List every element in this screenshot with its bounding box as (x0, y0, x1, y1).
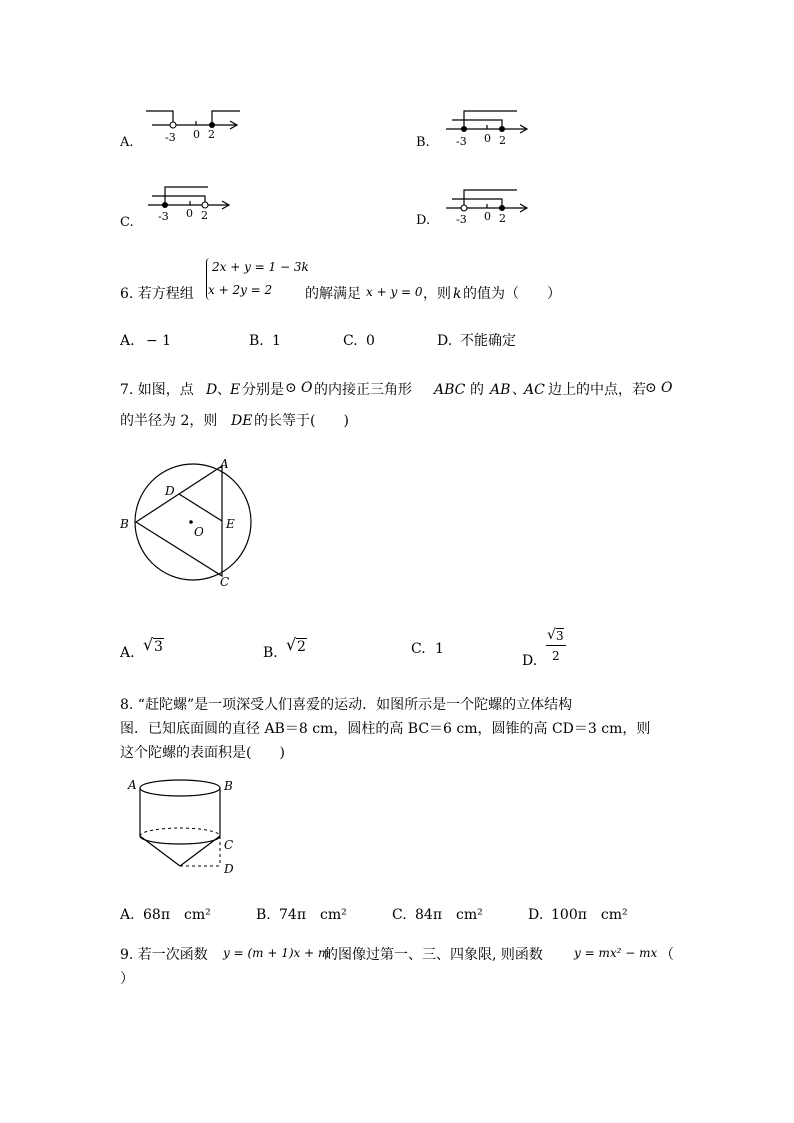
q8-option-a: 68π cm² (143, 907, 211, 923)
q6-condition: x + y = 0 (366, 285, 423, 299)
q7-option-a: 3 (154, 639, 163, 655)
tick-label: 2 (208, 128, 215, 141)
q7-line1-c: 的内接正三角形 (314, 382, 412, 398)
tick-label: 0 (186, 207, 193, 220)
fig-label-C: C (224, 838, 234, 852)
q7-option-c: 1 (435, 641, 444, 657)
q6-option-a: − 1 (146, 333, 172, 349)
q6-option-b-label: B. (249, 333, 264, 349)
q7-option-d-num: 3 (556, 629, 564, 643)
tick-label: 0 (484, 210, 491, 223)
q7-option-b: 2 (297, 639, 306, 655)
q8-option-d: 100π cm² (551, 907, 628, 923)
q6-eq2: x + 2y = 2 (208, 283, 273, 297)
tick-label: 0 (193, 128, 200, 141)
tick-label: 2 (499, 134, 506, 147)
circle-dot-symbol: ⊙ (645, 380, 657, 396)
q7-line1-d: 的 (470, 382, 484, 398)
q8-option-a-label: A. (120, 907, 135, 923)
fig-label-A: A (128, 778, 137, 792)
q6-option-a-label: A. (120, 333, 135, 349)
fraction-bar (546, 645, 566, 646)
q6-option-d: 不能确定 (460, 333, 516, 349)
spinning-top-figure (125, 770, 240, 880)
q7-line1-a: 7. 如图，点 (120, 382, 194, 398)
option-label: D. (416, 213, 431, 228)
q7-sep2: 、 (512, 382, 526, 398)
q7-ABC: ABC (434, 382, 466, 398)
q9-paren-close: ） (120, 971, 134, 987)
q9-prefix: 9. 若一次函数 (120, 947, 208, 963)
q7-D: D (206, 382, 218, 398)
q7-option-c-label: C. (411, 641, 426, 657)
q7-option-d-label: D. (522, 653, 538, 669)
q6-suffix1: ，则 (423, 286, 451, 302)
fig-label-D: D (224, 862, 234, 876)
q7-option-b-label: B. (263, 645, 278, 661)
q6-option-b: 1 (272, 333, 281, 349)
option-label: C. (120, 215, 134, 230)
tick-label: 0 (484, 132, 491, 145)
fig-label-O: O (194, 525, 204, 539)
q8-option-c: 84π cm² (415, 907, 483, 923)
fig-label-A: A (220, 457, 229, 471)
option-label: B. (416, 135, 430, 150)
q9-paren-open: （ (660, 947, 674, 963)
q7-DE: DE (231, 413, 253, 429)
tick-label: -3 (456, 213, 467, 226)
tick-label: 2 (201, 209, 208, 222)
circle-triangle-figure (118, 452, 268, 592)
tick-label: -3 (165, 131, 176, 144)
q7-O: O (301, 380, 313, 396)
fig-label-E: E (226, 517, 235, 531)
q7-AC: AC (524, 382, 545, 398)
q8-line2: 图．已知底面圆的直径 AB＝8 cm，圆柱的高 BC＝6 cm，圆锥的高 CD＝3 cm，则 (120, 721, 651, 737)
q9-mid: 的图像过第一、三、四象限, 则函数 (324, 947, 543, 963)
tick-label: -3 (158, 210, 169, 223)
q7-line2-a: 的半径为 2，则 (120, 413, 218, 429)
fig-label-D: D (165, 484, 175, 498)
q7-option-d-den: 2 (552, 649, 560, 663)
q7-sep: 、 (217, 382, 231, 398)
q8-option-b: 74π cm² (279, 907, 347, 923)
q8-option-d-label: D. (528, 907, 544, 923)
q8-option-b-label: B. (256, 907, 271, 923)
q6-prefix: 6. 若方程组 (120, 286, 194, 302)
sqrt-symbol: √ (143, 635, 154, 654)
tick-label: 2 (499, 212, 506, 225)
q6-mid: 的解满足 (305, 286, 361, 302)
fig-label-B: B (224, 779, 233, 793)
q6-suffix2: 的值为（ ） (463, 286, 561, 302)
q7-line2-b: 的长等于( ) (254, 413, 349, 429)
q6-k: k (453, 286, 462, 302)
q8-option-c-label: C. (392, 907, 407, 923)
fig-label-B: B (120, 517, 129, 531)
circle-dot-symbol: ⊙ (285, 380, 297, 396)
q6-option-c-label: C. (343, 333, 358, 349)
q6-eq1: 2x + y = 1 − 3k (212, 260, 309, 274)
q7-line1-e: 边上的中点，若 (548, 382, 646, 398)
option-label: A. (120, 135, 134, 150)
q6-option-d-label: D. (437, 333, 453, 349)
q9-func1: y = (m + 1)x + m (223, 946, 330, 960)
q7-E: E (230, 382, 241, 398)
q6-option-c: 0 (366, 333, 375, 349)
q7-AB: AB (490, 382, 511, 398)
q9-func2: y = mx² − mx (574, 946, 658, 960)
q8-line1: 8. “赶陀螺”是一项深受人们喜爱的运动．如图所示是一个陀螺的立体结构 (120, 697, 573, 713)
q8-line3: 这个陀螺的表面积是( ) (120, 745, 285, 761)
q7-line1-b: 分别是 (242, 382, 284, 398)
tick-label: -3 (456, 135, 467, 148)
sqrt-symbol: √ (286, 635, 297, 654)
sqrt-symbol: √ (547, 627, 556, 643)
q7-option-a-label: A. (120, 645, 135, 661)
q7-O2: O (661, 380, 673, 396)
fig-label-C: C (220, 575, 230, 589)
